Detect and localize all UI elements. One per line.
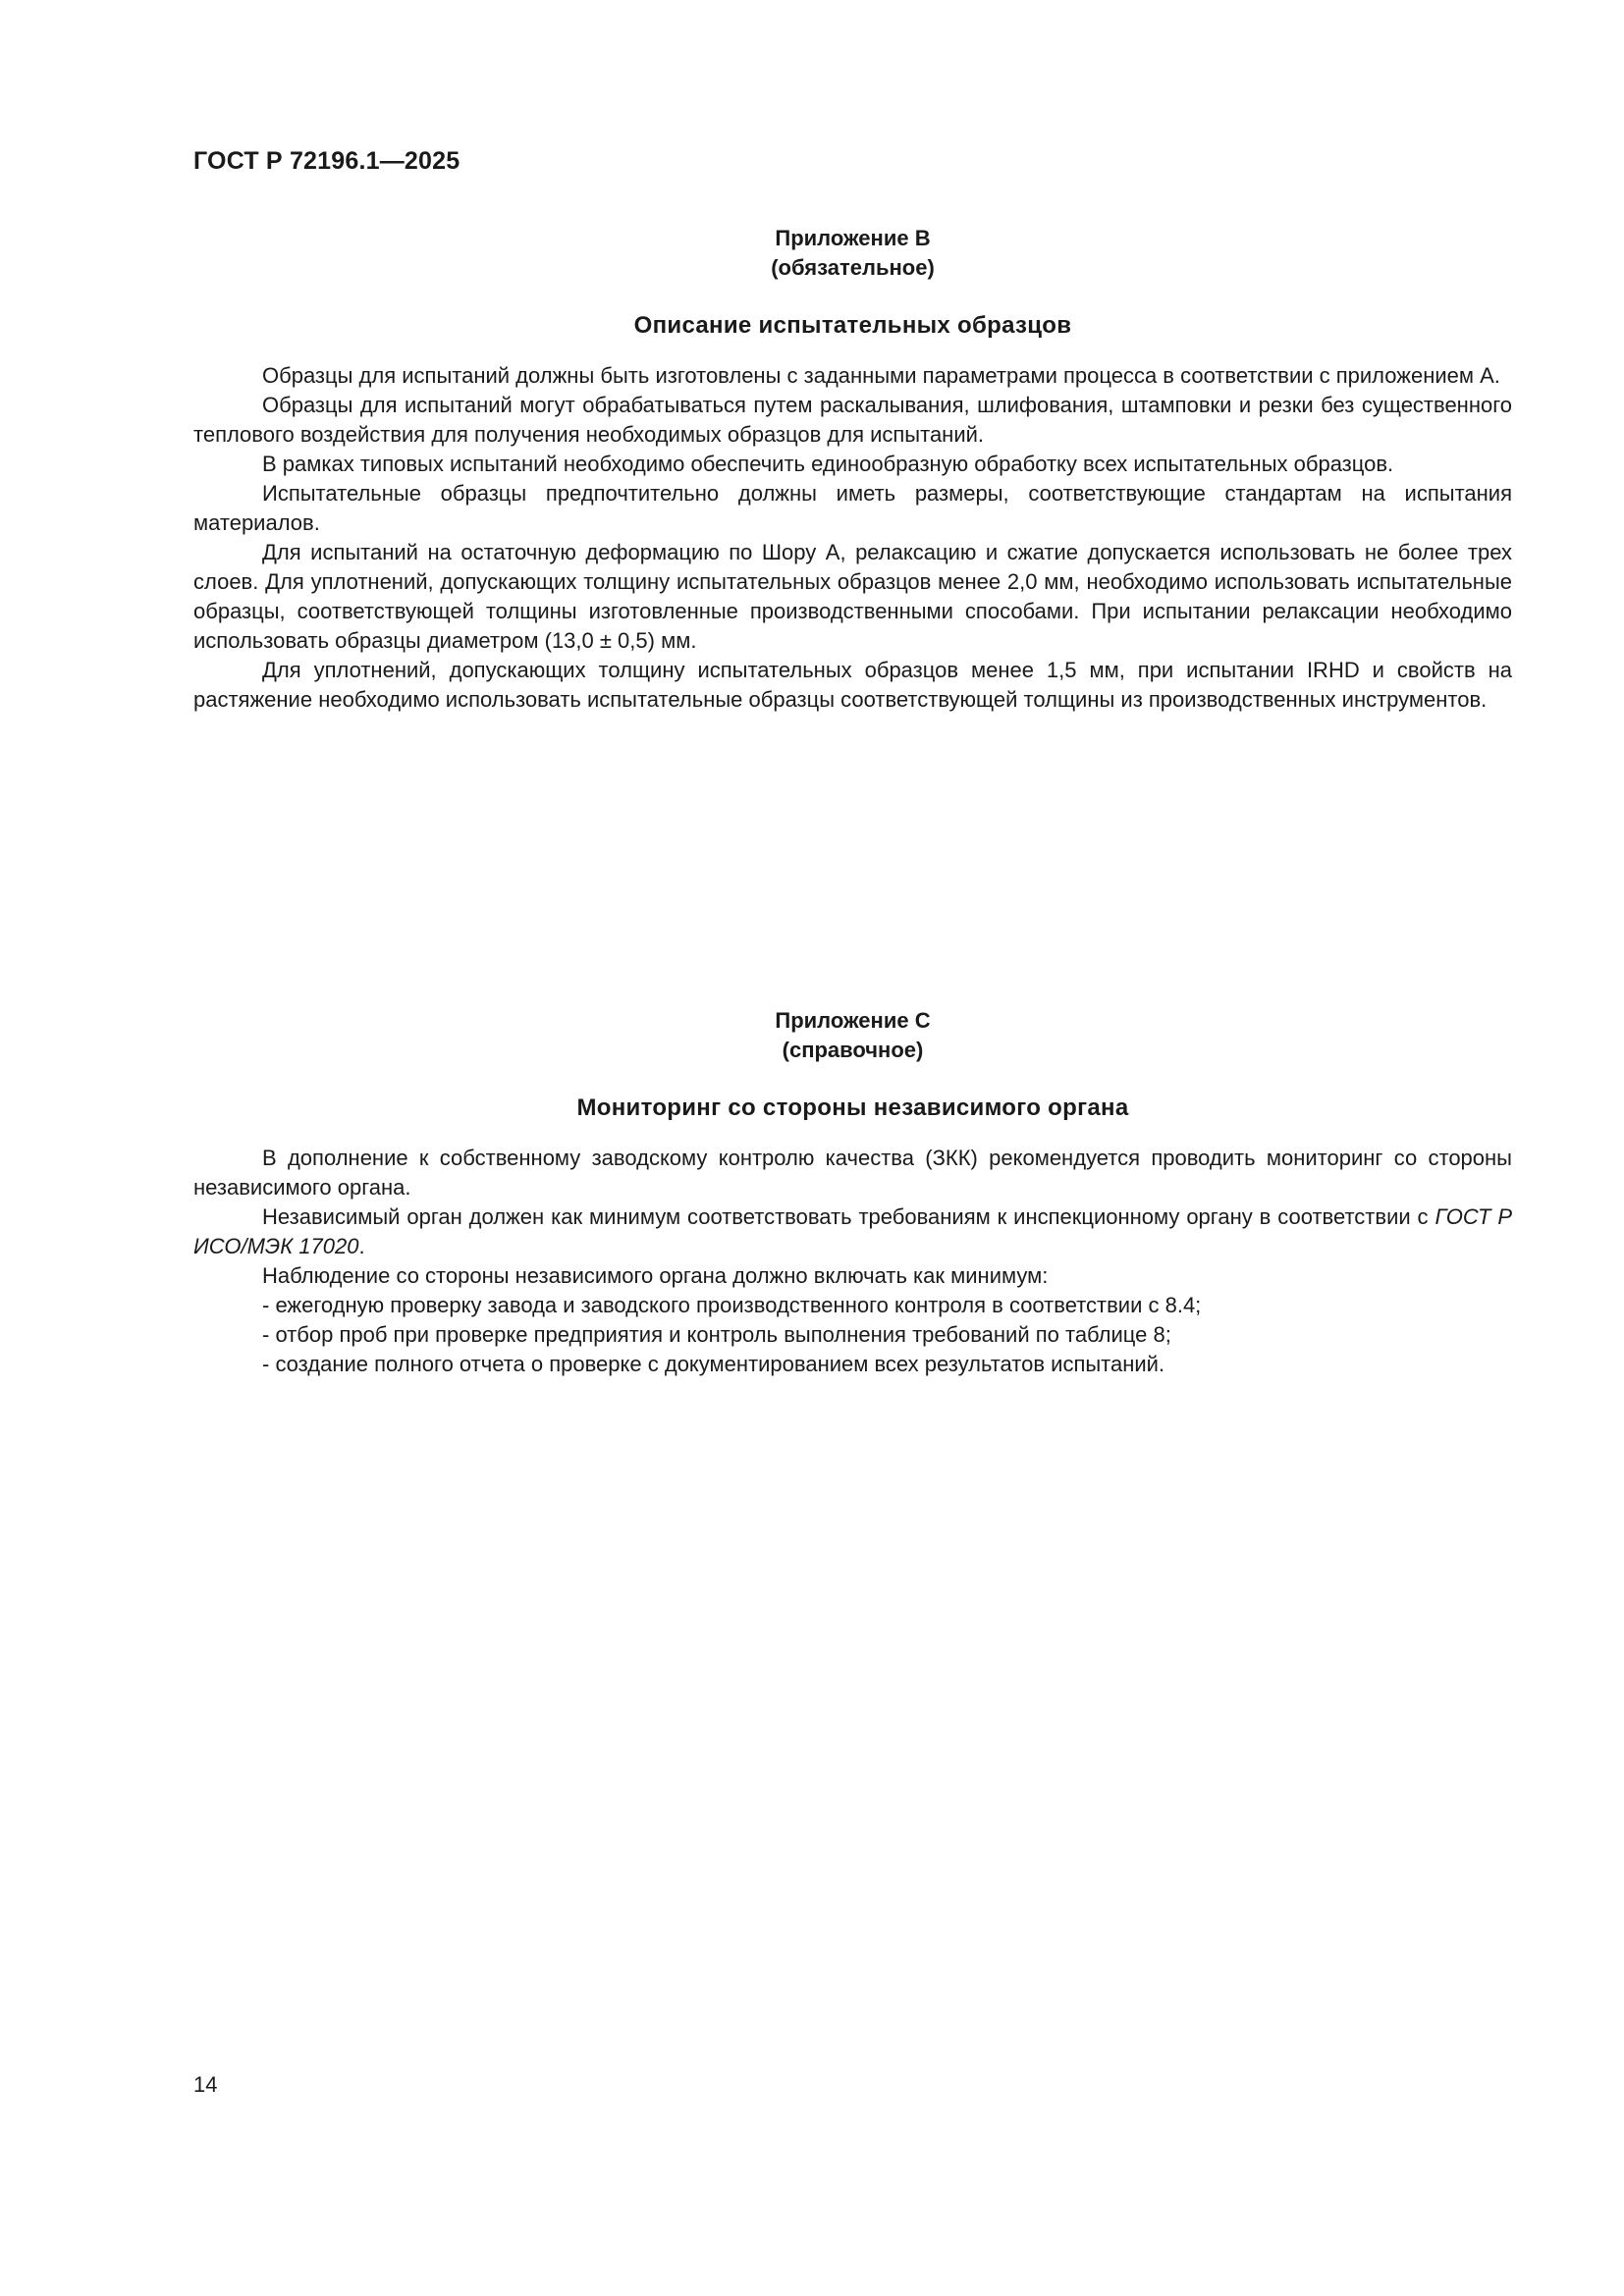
annex-c-heading: Мониторинг со стороны независимого органа [576, 1095, 1129, 1121]
annex-c-paragraph-2-end: . [358, 1234, 365, 1258]
annex-c-paragraph-1: В дополнение к собственному заводскому контролю качества (ЗКК) рекомендуется проводить мониторинг со стороны независимого органа. [193, 1146, 1512, 1200]
list-item: - создание полного отчета о проверке с документированием всех результатов испытаний. [262, 1352, 1165, 1376]
annex-c-paragraph-3: Наблюдение со стороны независимого органа должно включать как минимум: [262, 1263, 1049, 1288]
page-number: 14 [193, 2072, 218, 2097]
annex-b-title: Приложение В [775, 226, 931, 250]
annex-b-paragraph: Образцы для испытаний могут обрабатываться путем раскалывания, шлифования, штамповки и резки без существенного теплового воздействия для получения необходимых образцов для испытаний. [193, 393, 1512, 447]
annex-b-paragraph: Образцы для испытаний должны быть изготовлены с заданными параметрами процесса в соответствии с приложением А. [262, 363, 1500, 388]
annex-c-title: Приложение С [775, 1008, 931, 1033]
annex-b-heading: Описание испытательных образцов [633, 312, 1072, 339]
annex-b-paragraph: Испытательные образцы предпочтительно должны иметь размеры, соответствующие стандартам на испытания материалов. [193, 481, 1512, 535]
list-item: - ежегодную проверку завода и заводского производственного контроля в соответствии с 8.4; [262, 1293, 1202, 1317]
list-item: - отбор проб при проверке предприятия и контроль выполнения требований по таблице 8; [262, 1322, 1171, 1347]
document-code: ГОСТ Р 72196.1—2025 [193, 147, 460, 175]
annex-b-paragraph: Для уплотнений, допускающих толщину испытательных образцов менее 1,5 мм, при испытании IRHD и свойств на растяжение необходимо использовать испытательные образцы соответствующей толщины из производственных инструментов. [193, 658, 1512, 712]
annex-c-paragraph-2-text: Независимый орган должен как минимум соответствовать требованиям к инспекционному органу в соответствии с [262, 1204, 1435, 1229]
annex-c-paragraph-2 [193, 1202, 1512, 1261]
annex-b-paragraph: Для испытаний на остаточную деформацию по Шору А, релаксацию и сжатие допускается использовать не более трех слоев. Для уплотнений, допускающих толщину испытательных образцов менее 2,0 мм, необходимо использовать испытательные образцы, соответствующей толщины изготовленные производственными способами. При испытании релаксации необходимо использовать образцы диаметром (13,0 ± 0,5) мм. [193, 540, 1512, 653]
annex-b-paragraph: В рамках типовых испытаний необходимо обеспечить единообразную обработку всех испытательных образцов. [262, 452, 1394, 476]
annex-c-section [193, 1006, 1512, 1379]
annex-b-section [193, 224, 1512, 715]
annex-c-type: (справочное) [782, 1038, 924, 1062]
standard-reference: ГОСТ Р ИСО/МЭК 17020 [193, 1204, 1512, 1258]
annex-b-type: (обязательное) [771, 255, 935, 280]
